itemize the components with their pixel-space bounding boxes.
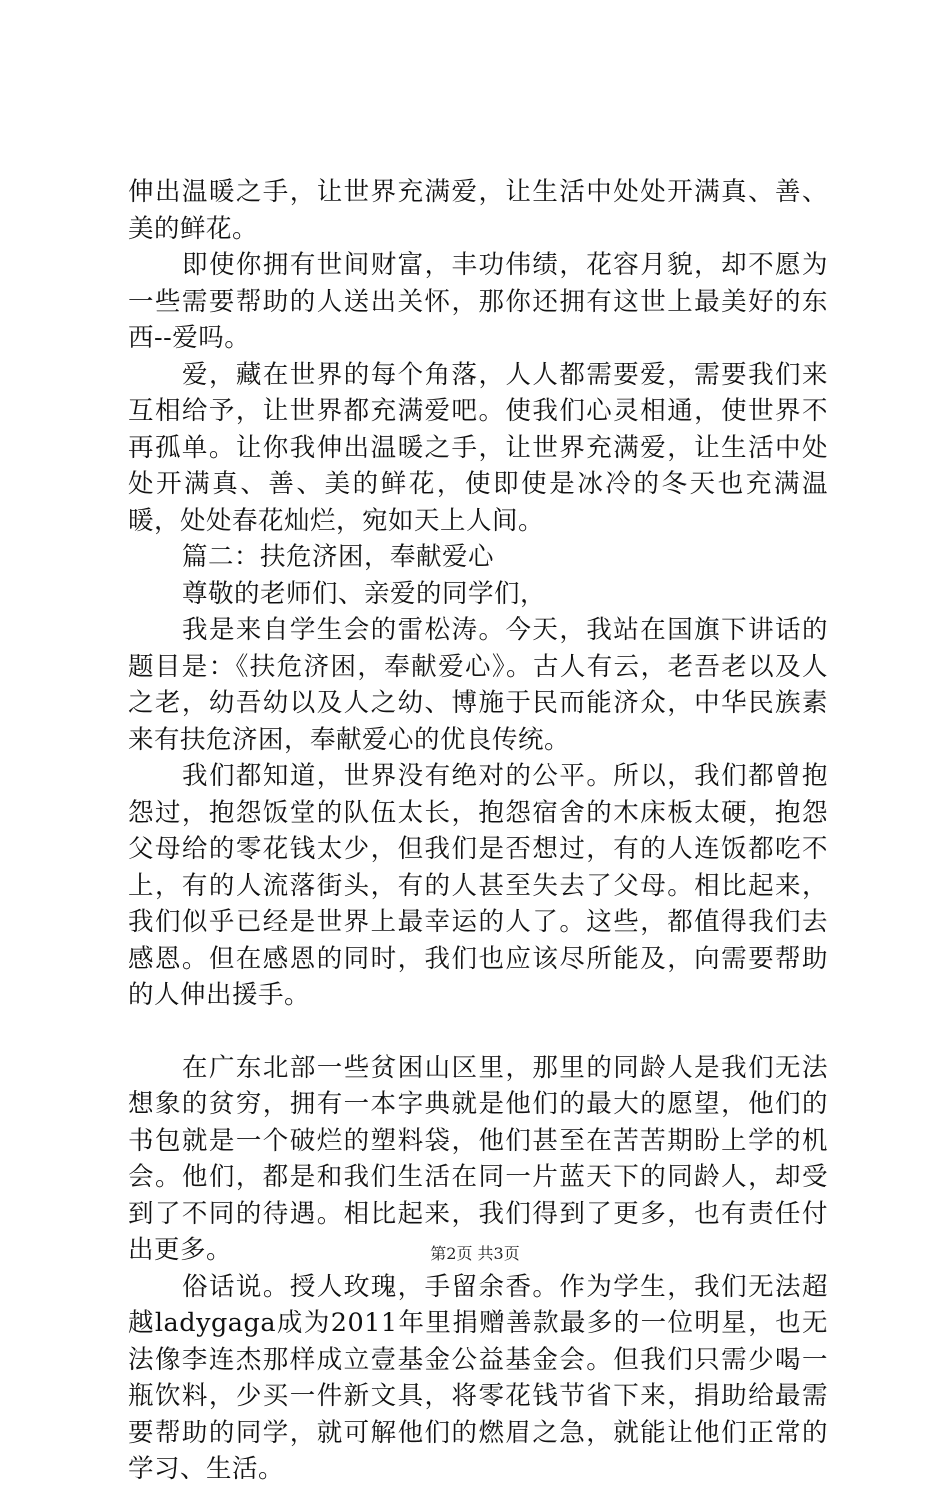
paragraph-7: 我们都知道，世界没有绝对的公平。所以，我们都曾抱怨过，抱怨饭堂的队伍太长，抱怨宿舍的木床板太硬，抱怨父母给的零花钱太少，但我们是否想过，有的人连饭都吃不上，有的人流落街头，有的人甚至失去了父母。相比起来，我们似乎已经是世界上最幸运的人了。这些，都值得我们去感恩。但在感恩的同时，我们也应该尽所能及，向需要帮助的人伸出援手。 — [128, 761, 828, 1010]
paragraph-9: 俗话说。授人玫瑰，手留余香。作为学生，我们无法超越ladygaga成为2011年里捐赠善款最多的一位明星，也无法像李连杰那样成立壹基金公益基金会。但我们只需少喝一瓶饮料，少买一件新文具，将零花钱节省下来，捐助给最需要帮助的同学，就可解他们的燃眉之急，就能让他们正常的学习、生活。 — [128, 1271, 828, 1484]
paragraph-3: 爱，藏在世界的每个角落，人人都需要爱，需要我们来互相给予，让世界都充满爱吧。使我们心灵相通，使世界不再孤单。让你我伸出温暖之手，让世界充满爱，让生活中处处开满真、善、美的鲜花，使即使是冰冷的冬天也充满温暖，处处春花灿烂，宛如天上人间。 — [128, 359, 828, 536]
paragraph-6: 我是来自学生会的雷松涛。今天，我站在国旗下讲话的题目是：《扶危济困，奉献爱心》。古人有云，老吾老以及人之老，幼吾幼以及人之幼、博施于民而能济众，中华民族素来有扶危济困，奉献爱心的优良传统。 — [128, 615, 828, 755]
paragraph-8: 在广东北部一些贫困山区里，那里的同龄人是我们无法想象的贫穷，拥有一本字典就是他们的最大的愿望，他们的书包就是一个破烂的塑料袋，他们甚至在苦苦期盼上学的机会。他们，都是和我们生活在同一片蓝天下的同龄人，却受到了不同的待遇。相比起来，我们得到了更多，也有责任付出更多。 — [128, 1052, 828, 1265]
paragraph-1: 伸出温暖之手，让世界充满爱，让生活中处处开满真、善、美的鲜花。 — [128, 177, 828, 244]
salutation: 尊敬的老师们、亲爱的同学们， — [182, 578, 547, 609]
document-body — [128, 174, 828, 1488]
page-number-footer: 第2页 共3页 — [430, 1244, 520, 1263]
section-heading: 篇二：扶危济困，奉献爱心 — [182, 542, 495, 572]
paragraph-2: 即使你拥有世间财富，丰功伟绩，花容月貌，却不愿为一些需要帮助的人送出关怀，那你还拥有这世上最美好的东西--爱吗。 — [128, 250, 828, 353]
